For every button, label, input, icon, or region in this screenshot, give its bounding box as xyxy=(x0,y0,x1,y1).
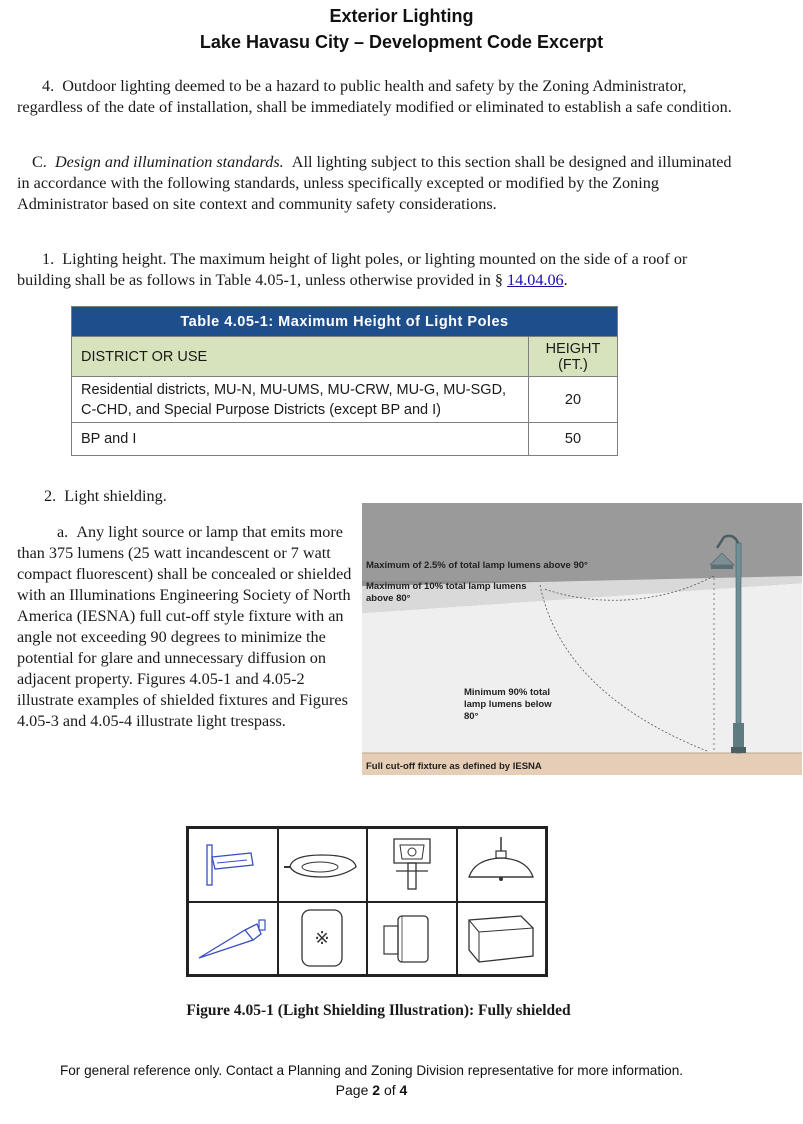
diagram-label-low-3: 80° xyxy=(464,711,479,722)
figure-caption: Figure 4.05-1 (Light Shielding Illustration): Fully shielded xyxy=(186,1002,571,1019)
fixture-cell xyxy=(278,902,368,976)
fixture-cell xyxy=(188,902,278,976)
column-header-height: HEIGHT (FT.) xyxy=(529,337,618,377)
svg-text:※: ※ xyxy=(314,928,330,950)
page-word: Page xyxy=(335,1082,369,1098)
page-subtitle: Lake Havasu City – Development Code Excerpt xyxy=(199,32,604,52)
section-2-number: 2. xyxy=(44,487,57,505)
column-header-district: DISTRICT OR USE xyxy=(72,337,529,377)
section-c-title: Design and illumination standards. xyxy=(54,153,284,171)
box-wall-fixture-icon xyxy=(461,906,541,970)
section-4-paragraph xyxy=(17,76,732,118)
diagram-label-low-1: Minimum 90% total xyxy=(464,687,551,698)
wall-pack-fixture-icon xyxy=(193,833,273,897)
table-cell-height: 20 xyxy=(529,377,618,423)
table-cell-district: Residential districts, MU-N, MU-UMS, MU-CRW, MU-G, MU-SGD, C-CHD, and Special Purpose Districts (except BP and I) xyxy=(72,377,529,423)
flood-light-fixture-icon xyxy=(193,906,273,970)
footer-note: For general reference only. Contact a Planning and Zoning Division representative for more information. xyxy=(59,1063,684,1078)
table-cell-height: 50 xyxy=(529,423,618,456)
fixture-cell xyxy=(457,902,547,976)
table-row xyxy=(72,423,618,456)
section-2-text: Light shielding. xyxy=(64,487,167,505)
section-c-paragraph xyxy=(17,152,732,215)
section-4-number: 4. xyxy=(42,77,55,95)
diagram-label-mid-1: Maximum of 10% total lamp lumens xyxy=(366,581,527,592)
shoebox-fixture-icon xyxy=(372,833,452,897)
section-1-text: Lighting height. The maximum height of light poles, or lighting mounted on the side of a roof or building shall be as follows in Table 4.05-1, unless otherwise provided in § xyxy=(17,250,688,289)
cutoff-diagram xyxy=(362,503,802,775)
code-section-link[interactable]: 14.04.06 xyxy=(506,271,564,289)
fixture-grid xyxy=(186,826,548,977)
diagram-label-top: Maximum of 2.5% of total lamp lumens above 90° xyxy=(366,560,588,571)
section-2a-text: Any light source or lamp that emits more than 375 lumens (25 watt incandescent or 7 watt compact fluorescent) shall be concealed or shielded with an Illuminations Engineering Society of North America (IESNA) full cut-off style fixture with an angle not exceeding 90 degrees to minimize the potential for glare and unnecessary diffusion on adjacent property. Figures 4.05-1 and 4.05-2 illustrate examples of shielded fixtures and Figures 4.05-3 and 4.05-4 illustrate light trespass. xyxy=(17,523,352,730)
page-title: Exterior Lighting xyxy=(329,6,474,26)
table-caption: Table 4.05-1: Maximum Height of Light Poles xyxy=(72,307,618,337)
section-1-paragraph xyxy=(17,249,732,291)
fixture-cell xyxy=(367,902,457,976)
height-table xyxy=(71,306,618,456)
section-1-number: 1. xyxy=(42,250,55,268)
cobra-head-fixture-icon xyxy=(282,833,362,897)
section-1-end: . xyxy=(563,271,568,289)
section-4-text: Outdoor lighting deemed to be a hazard to public health and safety by the Zoning Administrator, regardless of the date of installation, shall be immediately modified or eliminated to establish a safe condition. xyxy=(17,77,732,116)
table-cell-district: BP and I xyxy=(72,423,529,456)
section-c-letter: C. xyxy=(32,153,47,171)
fixture-cell xyxy=(278,828,368,902)
diagram-label-mid-2: above 80° xyxy=(366,593,411,604)
section-2a-letter: a. xyxy=(57,523,69,541)
section-c-text: All lighting subject to this section shall be designed and illuminated in accordance with the following standards, unless specifically excepted or modified by the Zoning Administrator based on site context and community safety considerations. xyxy=(17,153,732,213)
dome-pendant-fixture-icon xyxy=(461,833,541,897)
table-row xyxy=(72,377,618,423)
total-pages: 4 xyxy=(399,1082,408,1098)
page-number xyxy=(0,1082,743,1098)
fixture-cell xyxy=(188,828,278,902)
recessed-fixture-icon xyxy=(282,906,362,970)
diagram-label-low-2: lamp lumens below xyxy=(464,699,552,710)
current-page: 2 xyxy=(372,1082,381,1098)
fixture-cell xyxy=(367,828,457,902)
diagram-label-ground: Full cut-off fixture as defined by IESNA xyxy=(366,761,542,772)
cylinder-wall-fixture-icon xyxy=(372,906,452,970)
of-word: of xyxy=(383,1082,396,1098)
section-2a-paragraph xyxy=(17,522,352,732)
fixture-cell xyxy=(457,828,547,902)
